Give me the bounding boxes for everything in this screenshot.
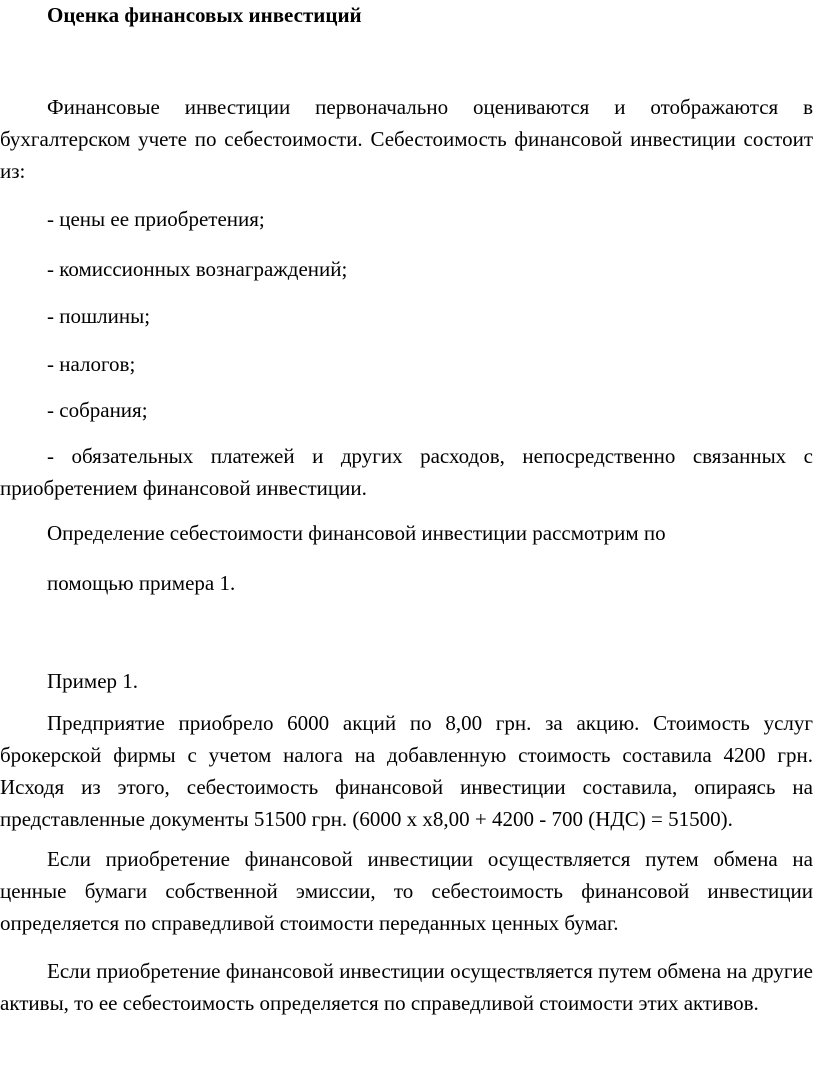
list-item-price: - цены ее приобретения; <box>47 207 265 231</box>
list-item-duties: - пошлины; <box>47 304 151 328</box>
definition-line-2: помощью примера 1. <box>47 571 236 595</box>
example-title: Пример 1. <box>47 669 139 693</box>
assets-exchange-paragraph: Если приобретение финансовой инвестиции осуществляется путем обмена на другие активы, то ее себестоимость определяется по справедливой стоимости этих активов. <box>0 959 813 1015</box>
securities-exchange-paragraph: Если приобретение финансовой инвестиции осуществляется путем обмена на ценные бумаги собственной эмиссии, то себестоимость финансовой инвестиции определяется по справедливой стоимости переданных ценных бумаг. <box>0 847 813 935</box>
example-paragraph: Предприятие приобрело 6000 акций по 8,00 грн. за акцию. Стоимость услуг брокерской фирмы с учетом налога на добавленную стоимость составила 4200 грн. Исходя из этого, себестоимость финансовой инвестиции составила, опираясь на представленные документы 51500 грн. (6000 х х8,00 + 4200 - 700 (НДС) = 51500). <box>0 711 813 831</box>
intro-paragraph: Финансовые инвестиции первоначально оцениваются и отображаются в бухгалтерском учете по себестоимости. Себестоимость финансовой инвестиции состоит из: <box>0 95 813 183</box>
list-item-commissions: - комиссионных вознаграждений; <box>47 257 348 281</box>
definition-line-1: Определение себестоимости финансовой инвестиции рассмотрим по <box>47 521 666 545</box>
list-item-fees: - собрания; <box>47 398 148 422</box>
list-item-taxes: - налогов; <box>47 352 136 376</box>
list-item-other-payments: - обязательных платежей и других расходов, непосредственно связанных с приобретением финансовой инвестиции. <box>0 444 813 500</box>
page-title: Оценка финансовых инвестиций <box>47 3 362 27</box>
